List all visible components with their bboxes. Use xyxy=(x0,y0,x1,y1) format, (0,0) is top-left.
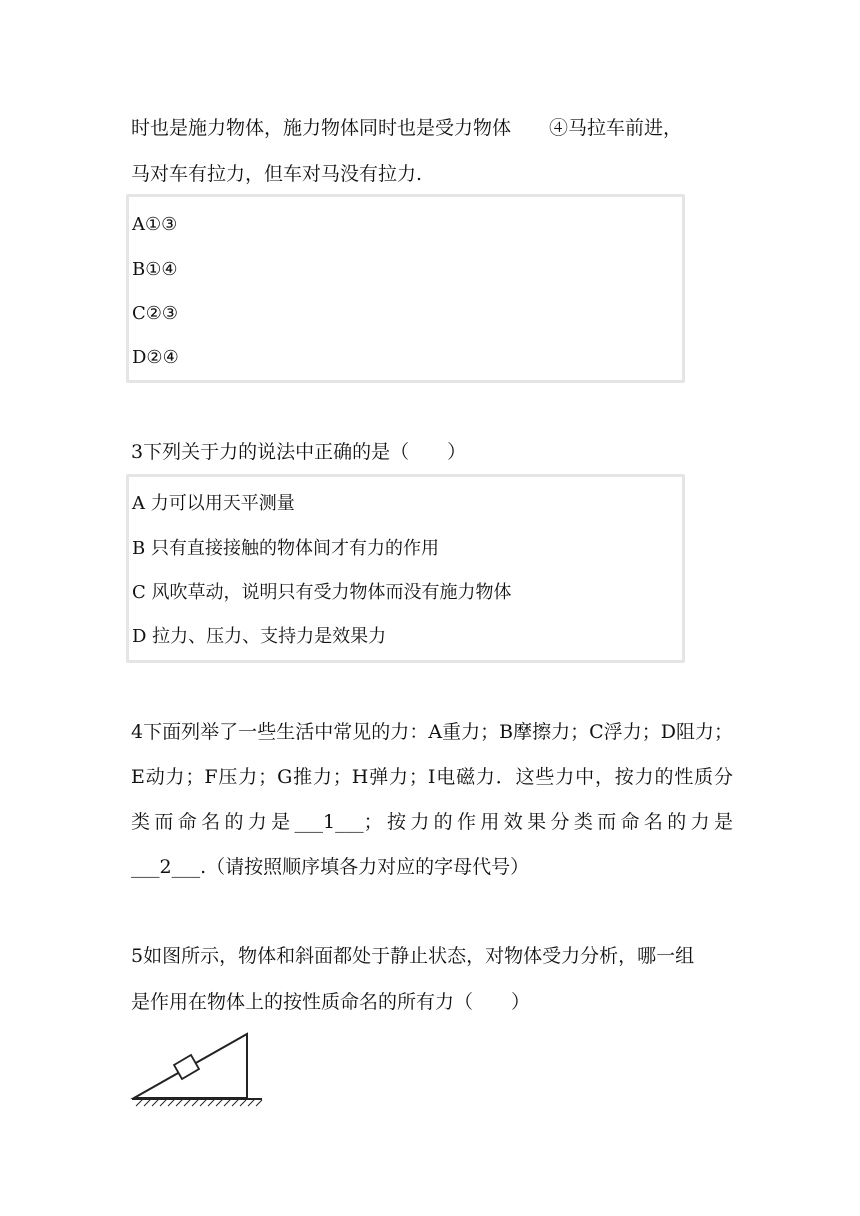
q2-option-d[interactable]: D②④ xyxy=(132,347,179,368)
q4-stem-line-1: 4下面列举了一些生活中常见的力：A重力；B摩擦力；C浮力；D阻力； xyxy=(131,721,733,743)
q3-option-c[interactable]: C 风吹草动，说明只有受力物体而没有施力物体 xyxy=(132,582,512,603)
q2-options-box xyxy=(126,194,685,383)
incline-diagram xyxy=(128,1030,268,1114)
q4-stem-line-4: ___2___.（请按照顺序填各力对应的字母代号） xyxy=(131,856,530,878)
q2-option-c[interactable]: C②③ xyxy=(132,303,179,324)
block-on-incline xyxy=(174,1055,199,1079)
q2-option-b[interactable]: B①④ xyxy=(132,259,178,280)
q3-option-a[interactable]: A 力可以用天平测量 xyxy=(132,493,295,514)
q3-option-b[interactable]: B 只有直接接触的物体间才有力的作用 xyxy=(132,538,439,559)
q3-option-d[interactable]: D 拉力、压力、支持力是效果力 xyxy=(132,626,387,647)
q5-stem-line-2: 是作用在物体上的按性质命名的所有力（ ） xyxy=(131,991,531,1013)
q3-options-box xyxy=(126,474,685,663)
q2-option-a[interactable]: A①③ xyxy=(132,214,178,235)
ground-hatch xyxy=(136,1100,262,1106)
q2-stem-line-1: 时也是施力物体，施力物体同时也是受力物体 ④马拉车前进， xyxy=(131,117,683,139)
q4-stem-line-3: 类而命名的力是___1___；按力的作用效果分类而命名的力是 xyxy=(131,811,733,833)
q3-stem: 3下列关于力的说法中正确的是（ ） xyxy=(131,441,467,463)
q2-stem-line-2: 马对车有拉力，但车对马没有拉力. xyxy=(131,163,423,185)
q5-stem-line-1: 5如图所示，物体和斜面都处于静止状态，对物体受力分析，哪一组 xyxy=(131,945,695,967)
q4-stem-line-2: E动力；F压力；G推力；H弹力；I电磁力．这些力中，按力的性质分 xyxy=(131,766,733,788)
